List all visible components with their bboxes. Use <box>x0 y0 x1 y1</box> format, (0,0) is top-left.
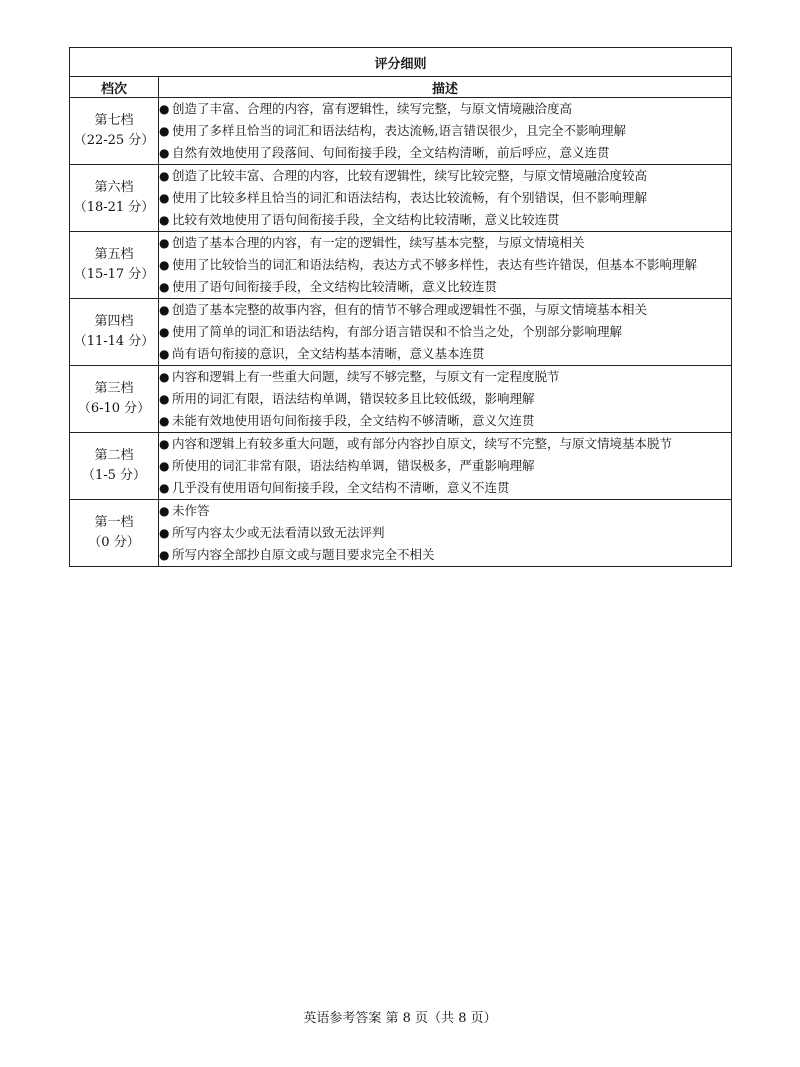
table-row <box>70 165 732 232</box>
table-title: 评分细则 <box>70 48 732 77</box>
criterion-item <box>159 477 731 499</box>
bullet-icon: ● <box>159 213 170 227</box>
level-score: （1-5 分） <box>81 468 147 483</box>
criterion-item <box>159 455 731 477</box>
criterion-text: 比较有效地使用了语句间衔接手段，全文结构比较清晰，意义比较连贯 <box>172 212 560 227</box>
level-cell <box>70 366 159 433</box>
level-name: 第五档 <box>94 247 134 262</box>
level-name: 第三档 <box>94 381 134 396</box>
description-cell <box>159 165 732 232</box>
bullet-icon: ● <box>159 392 170 406</box>
level-name: 第四档 <box>94 314 134 329</box>
criterion-item <box>159 321 731 343</box>
criterion-item <box>159 343 731 365</box>
criterion-item <box>159 299 731 321</box>
level-cell <box>70 165 159 232</box>
level-cell <box>70 500 159 567</box>
bullet-icon: ● <box>159 526 170 540</box>
table-row <box>70 98 732 165</box>
level-cell <box>70 232 159 299</box>
criterion-text: 使用了比较多样且恰当的词汇和语法结构，表达比较流畅，有个别错误，但不影响理解 <box>172 190 648 205</box>
description-cell <box>159 500 732 567</box>
level-score: （15-17 分） <box>73 267 155 282</box>
level-score: （18-21 分） <box>73 200 155 215</box>
criterion-text: 未能有效地使用语句间衔接手段，全文结构不够清晰，意义欠连贯 <box>172 413 535 428</box>
level-score: （11-14 分） <box>73 334 155 349</box>
criterion-text: 所用的词汇有限，语法结构单调，错误较多且比较低级，影响理解 <box>172 391 535 406</box>
page-footer: 英语参考答案 第 8 页（共 8 页） <box>303 1011 497 1026</box>
bullet-icon: ● <box>159 459 170 473</box>
description-cell <box>159 433 732 500</box>
criterion-item <box>159 410 731 432</box>
table-header-row <box>70 77 732 98</box>
scoring-rubric-table <box>69 47 732 567</box>
criterion-item <box>159 388 731 410</box>
criterion-text: 使用了语句间衔接手段，全文结构比较清晰，意义比较连贯 <box>172 279 498 294</box>
level-name: 第六档 <box>94 180 134 195</box>
criterion-text: 内容和逻辑上有一些重大问题，续写不够完整，与原文有一定程度脱节 <box>172 369 560 384</box>
description-cell <box>159 366 732 433</box>
criterion-item <box>159 142 731 164</box>
bullet-icon: ● <box>159 303 170 317</box>
level-column-header: 档次 <box>70 77 159 98</box>
bullet-icon: ● <box>159 169 170 183</box>
criterion-text: 创造了丰富、合理的内容，富有逻辑性，续写完整，与原文情境融洽度高 <box>172 101 573 116</box>
table-row <box>70 299 732 366</box>
criterion-text: 未作答 <box>172 503 210 518</box>
bullet-icon: ● <box>159 437 170 451</box>
bullet-icon: ● <box>159 124 170 138</box>
criterion-text: 创造了比较丰富、合理的内容，比较有逻辑性，续写比较完整，与原文情境融洽度较高 <box>172 168 648 183</box>
level-score: （6-10 分） <box>77 401 151 416</box>
bullet-icon: ● <box>159 504 170 518</box>
criterion-text: 几乎没有使用语句间衔接手段，全文结构不清晰，意义不连贯 <box>172 480 510 495</box>
criterion-item <box>159 120 731 142</box>
criterion-text: 所写内容全部抄自原文或与题目要求完全不相关 <box>172 547 435 562</box>
criterion-text: 创造了基本完整的故事内容，但有的情节不够合理或逻辑性不强，与原文情境基本相关 <box>172 302 648 317</box>
criterion-text: 所写内容太少或无法看清以致无法评判 <box>172 525 385 540</box>
bullet-icon: ● <box>159 325 170 339</box>
criterion-item <box>159 187 731 209</box>
criterion-item <box>159 98 731 120</box>
criterion-text: 自然有效地使用了段落间、句间衔接手段，全文结构清晰，前后呼应，意义连贯 <box>172 145 610 160</box>
criterion-text: 创造了基本合理的内容，有一定的逻辑性，续写基本完整，与原文情境相关 <box>172 235 585 250</box>
bullet-icon: ● <box>159 481 170 495</box>
criterion-item <box>159 500 731 522</box>
bullet-icon: ● <box>159 414 170 428</box>
criterion-item <box>159 276 731 298</box>
table-row <box>70 232 732 299</box>
level-cell <box>70 299 159 366</box>
bullet-icon: ● <box>159 280 170 294</box>
criterion-text: 内容和逻辑上有较多重大问题，或有部分内容抄自原文，续写不完整，与原文情境基本脱节 <box>172 436 673 451</box>
criterion-text: 所使用的词汇非常有限，语法结构单调，错误极多，严重影响理解 <box>172 458 535 473</box>
bullet-icon: ● <box>159 236 170 250</box>
bullet-icon: ● <box>159 258 170 272</box>
criterion-item <box>159 165 731 187</box>
criterion-item <box>159 433 731 455</box>
bullet-icon: ● <box>159 347 170 361</box>
level-score: （22-25 分） <box>73 133 155 148</box>
bullet-icon: ● <box>159 370 170 384</box>
bullet-icon: ● <box>159 191 170 205</box>
criterion-item <box>159 254 731 276</box>
criterion-text: 使用了比较恰当的词汇和语法结构，表达方式不够多样性，表达有些许错误，但基本不影响理解 <box>172 257 698 272</box>
level-name: 第二档 <box>94 448 134 463</box>
bullet-icon: ● <box>159 548 170 562</box>
level-name: 第一档 <box>94 515 134 530</box>
criterion-item <box>159 522 731 544</box>
criterion-item <box>159 209 731 231</box>
table-row <box>70 366 732 433</box>
level-cell <box>70 433 159 500</box>
description-cell <box>159 232 732 299</box>
criterion-text: 使用了多样且恰当的词汇和语法结构，表达流畅,语言错误很少，且完全不影响理解 <box>172 123 626 138</box>
criterion-item <box>159 232 731 254</box>
table-title-row <box>70 48 732 77</box>
criterion-text: 使用了简单的词汇和语法结构，有部分语言错误和不恰当之处，个别部分影响理解 <box>172 324 623 339</box>
table-row <box>70 500 732 567</box>
criterion-text: 尚有语句衔接的意识，全文结构基本清晰，意义基本连贯 <box>172 346 485 361</box>
criterion-item <box>159 366 731 388</box>
table-row <box>70 433 732 500</box>
description-column-header: 描述 <box>159 77 732 98</box>
description-cell <box>159 98 732 165</box>
level-score: （0 分） <box>88 535 140 550</box>
level-name: 第七档 <box>94 113 134 128</box>
level-cell <box>70 98 159 165</box>
bullet-icon: ● <box>159 102 170 116</box>
criterion-item <box>159 544 731 566</box>
bullet-icon: ● <box>159 146 170 160</box>
description-cell <box>159 299 732 366</box>
